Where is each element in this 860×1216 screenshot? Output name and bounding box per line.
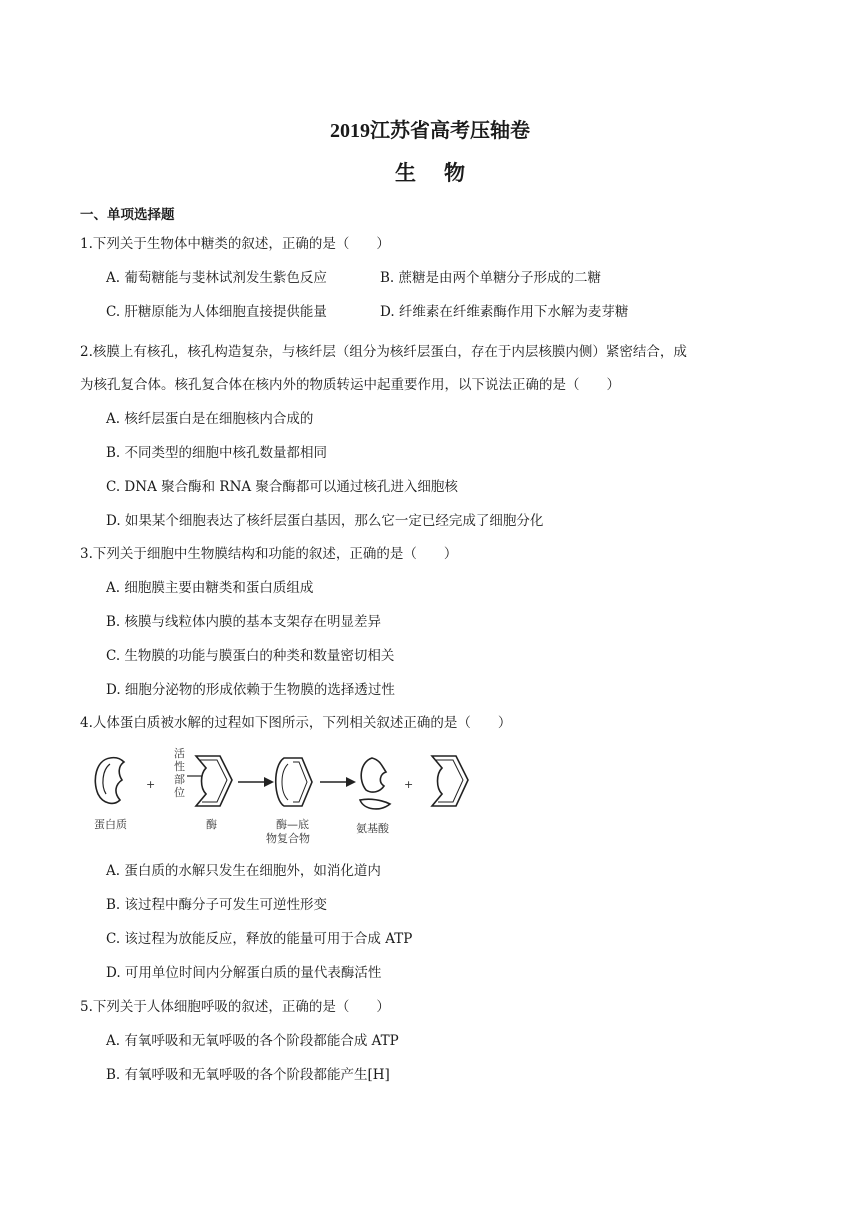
question-2-option-a: A. 核纤层蛋白是在细胞核内合成的 [106,411,314,427]
question-4-option-b: B. 该过程中酶分子可发生可逆性形变 [106,897,328,913]
question-3-option-d: D. 细胞分泌物的形成依赖于生物膜的选择透过性 [106,682,395,698]
amino-acid-shape [360,758,390,809]
question-5-stem: 5.下列关于人体细胞呼吸的叙述，正确的是（ ） [80,999,390,1015]
question-1-stem: 1.下列关于生物体中糖类的叙述，正确的是（ ） [80,236,390,252]
question-2-option-c: C. DNA 聚合酶和 RNA 聚合酶都可以通过核孔进入细胞核 [106,479,458,495]
question-5-option-a: A. 有氧呼吸和无氧呼吸的各个阶段都能合成 ATP [106,1033,399,1049]
active-site-char-1: 活 [174,747,185,760]
question-1-option-b: B. 蔗糖是由两个单糖分子形成的二糖 [380,270,602,286]
enzyme-label: 酶 [206,818,217,831]
question-3-option-a: A. 细胞膜主要由糖类和蛋白质组成 [106,580,314,596]
hydrolysis-diagram [88,744,488,844]
arrow-1 [238,777,274,787]
question-4-option-c: C. 该过程为放能反应，释放的能量可用于合成 ATP [106,931,413,947]
protein-label: 蛋白质 [94,818,127,831]
arrow-2 [320,777,356,787]
amino-acid-label: 氨基酸 [356,822,389,835]
complex-label-line-2: 物复合物 [266,832,310,844]
question-3-stem: 3.下列关于细胞中生物膜结构和功能的叙述，正确的是（ ） [80,546,458,562]
question-4-option-a: A. 蛋白质的水解只发生在细胞外，如消化道内 [106,863,381,879]
question-1-option-a: A. 葡萄糖能与斐林试剂发生紫色反应 [106,270,327,286]
question-4-option-d: D. 可用单位时间内分解蛋白质的量代表酶活性 [106,965,382,981]
question-1-option-d: D. 纤维素在纤维素酶作用下水解为麦芽糖 [380,304,629,320]
subject-title: 生物 [395,161,493,185]
question-2-stem-line-1: 2.核膜上有核孔，核孔构造复杂，与核纤层（组分为核纤层蛋白，存在于内层核膜内侧）紧密结合，成 [80,344,687,360]
protein-shape [95,758,124,804]
question-3-option-b: B. 核膜与线粒体内膜的基本支架存在明显差异 [106,614,382,630]
question-4-stem: 4.人体蛋白质被水解的过程如下图所示，下列相关叙述正确的是（ ） [80,715,512,731]
complex-shape [276,758,312,806]
question-1-option-c: C. 肝糖原能为人体细胞直接提供能量 [106,304,327,320]
section-heading: 一、单项选择题 [80,207,175,223]
enzyme-shape [196,756,232,806]
plus-sign-2: + [404,778,414,791]
exam-title: 2019江苏省高考压轴卷 [330,120,530,142]
question-2-stem-line-2: 为核孔复合体。核孔复合体在核内外的物质转运中起重要作用，以下说法正确的是（ ） [80,377,620,393]
question-5-option-b: B. 有氧呼吸和无氧呼吸的各个阶段都能产生[H] [106,1067,390,1083]
active-site-char-2: 性 [174,760,185,773]
question-3-option-c: C. 生物膜的功能与膜蛋白的种类和数量密切相关 [106,648,395,664]
plus-sign-1: + [146,778,156,791]
question-2-option-b: B. 不同类型的细胞中核孔数量都相同 [106,445,328,461]
released-enzyme-shape [432,756,468,806]
complex-label-line-1: 酶—底 [276,818,309,831]
active-site-char-3: 部 [174,773,185,786]
question-2-option-d: D. 如果某个细胞表达了核纤层蛋白基因，那么它一定已经完成了细胞分化 [106,513,544,529]
active-site-char-4: 位 [174,786,185,799]
protein-hydrolysis-figure [88,744,488,844]
